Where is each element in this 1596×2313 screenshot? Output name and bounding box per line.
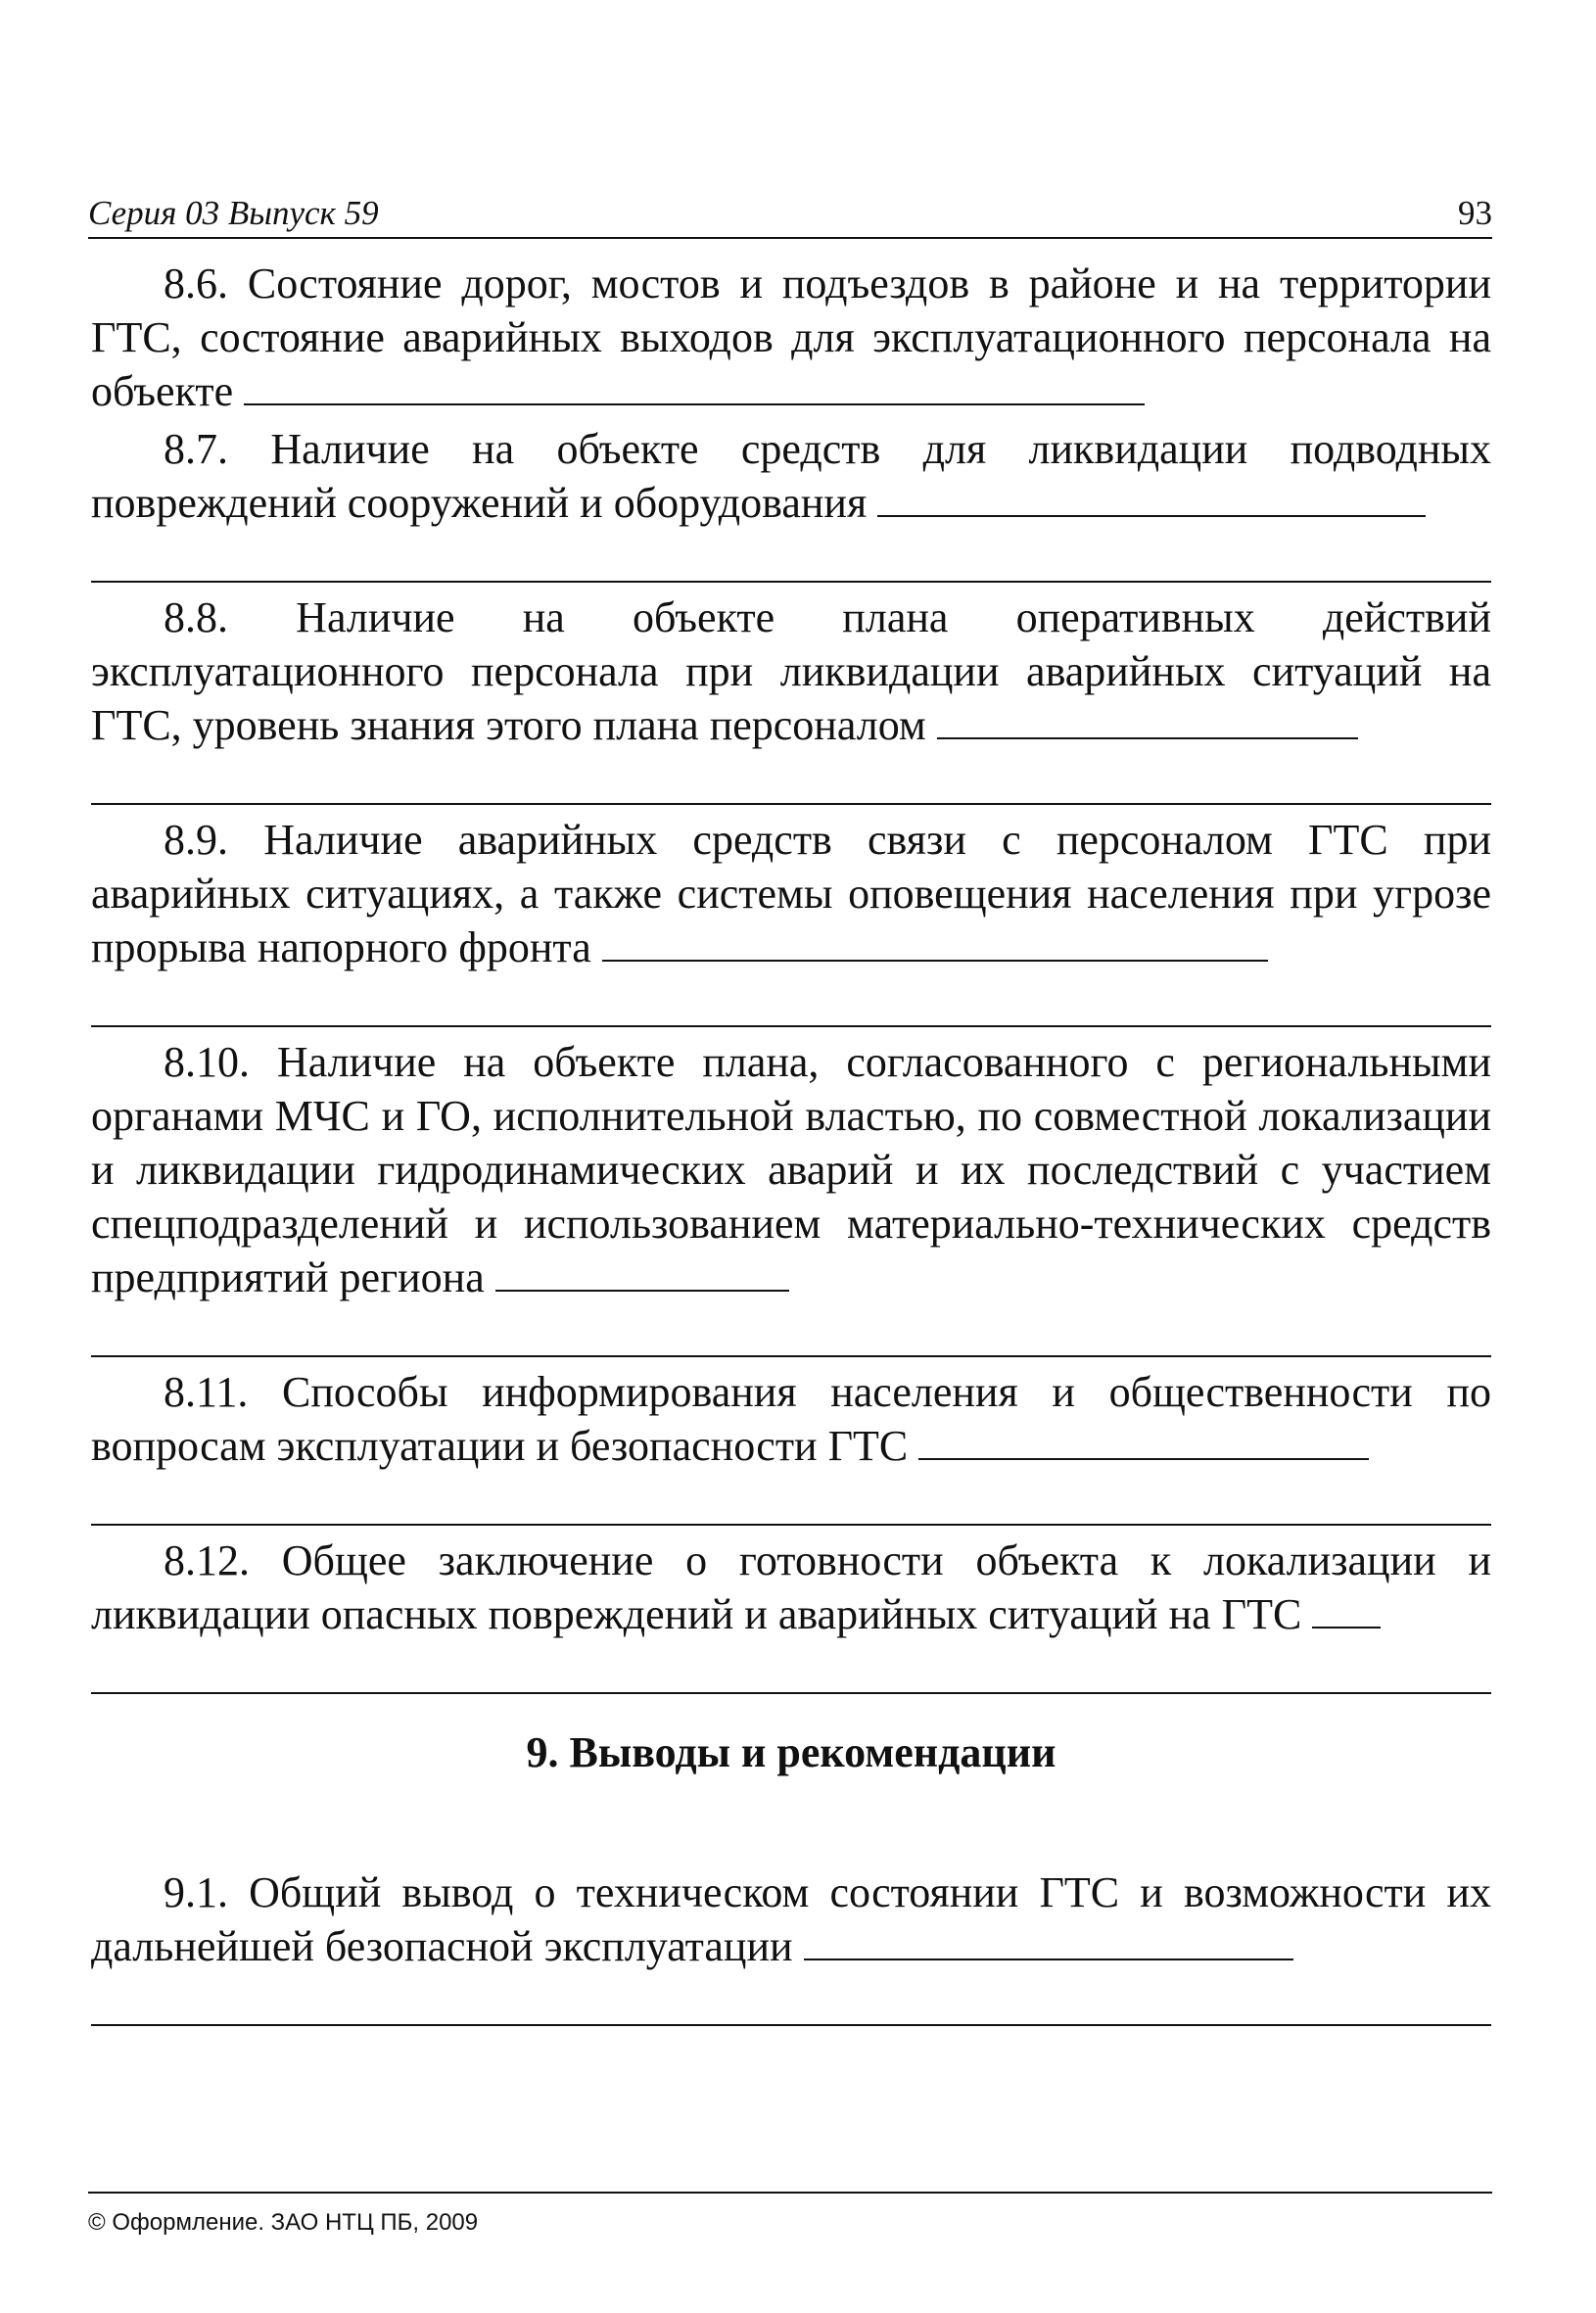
footer-copyright: © Оформление. ЗАО НТЦ ПБ, 2009	[88, 2192, 1492, 2237]
running-header	[88, 190, 1492, 239]
blank-fill-line[interactable]	[91, 1304, 1491, 1357]
blank-fill-line[interactable]	[91, 530, 1491, 583]
fill-in-line[interactable]	[918, 1457, 1369, 1460]
fill-in-line[interactable]	[877, 514, 1426, 517]
form-item-8-12	[91, 1534, 1491, 1641]
form-item-9-1	[91, 1865, 1491, 1973]
item-text: 8.9. Наличие аварийных средств связи с персоналом ГТС при аварийных ситуациях, а также системы оповещения населения при угрозе прорыва напорного фронта	[91, 816, 1491, 971]
item-text: 8.7. Наличие на объекте средств для ликвидации подводных повреждений сооружений и оборудования	[91, 425, 1491, 527]
blank-fill-line[interactable]	[91, 1973, 1491, 2026]
fill-in-line[interactable]	[804, 1958, 1293, 1960]
blank-fill-line[interactable]	[91, 1473, 1491, 1526]
fill-in-line[interactable]	[495, 1289, 789, 1292]
item-text: 8.11. Способы информирования населения и общественности по вопросам эксплуатации и безопасности ГТС	[91, 1368, 1491, 1470]
item-text: 8.6. Состояние дорог, мостов и подъездов в районе и на территории ГТС, состояние аварийных выходов для эксплуатационного персонала на объекте	[91, 260, 1491, 415]
item-text: 8.10. Наличие на объекте плана, согласованного с региональными органами МЧС и ГО, исполнительной властью, по совместной локализации и ликвидации гидродинамических аварий и их последствий с участием спецподразделений и использованием материально-технических средств предприятий региона	[91, 1038, 1491, 1301]
series-label: Серия 03 Выпуск 59	[88, 194, 379, 232]
form-item-8-11	[91, 1365, 1491, 1473]
fill-in-line[interactable]	[937, 736, 1358, 739]
form-item-8-9	[91, 813, 1491, 974]
item-text: 9.1. Общий вывод о техническом состоянии ГТС и возможности их дальнейшей безопасной эксплуатации	[91, 1868, 1491, 1970]
form-item-8-7	[91, 422, 1491, 530]
blank-fill-line[interactable]	[91, 752, 1491, 805]
blank-fill-line[interactable]	[91, 974, 1491, 1027]
fill-in-line[interactable]	[1312, 1626, 1381, 1629]
fill-in-line[interactable]	[244, 402, 1145, 405]
section-heading: 9. Выводы и рекомендации	[526, 1728, 1056, 1776]
blank-fill-line[interactable]	[91, 1641, 1491, 1694]
form-item-8-8	[91, 590, 1491, 752]
form-item-8-6	[91, 257, 1491, 418]
fill-in-line[interactable]	[602, 959, 1268, 962]
item-text: 8.8. Наличие на объекте плана оперативных действий эксплуатационного персонала при ликвидации аварийных ситуаций на ГТС, уровень знания этого плана персоналом	[91, 593, 1491, 749]
item-text: 8.12. Общее заключение о готовности объекта к локализации и ликвидации опасных повреждений и аварийных ситуаций на ГТС	[91, 1536, 1491, 1638]
form-body	[91, 257, 1491, 2034]
page-number: 93	[1458, 194, 1492, 232]
form-item-8-10	[91, 1035, 1491, 1304]
